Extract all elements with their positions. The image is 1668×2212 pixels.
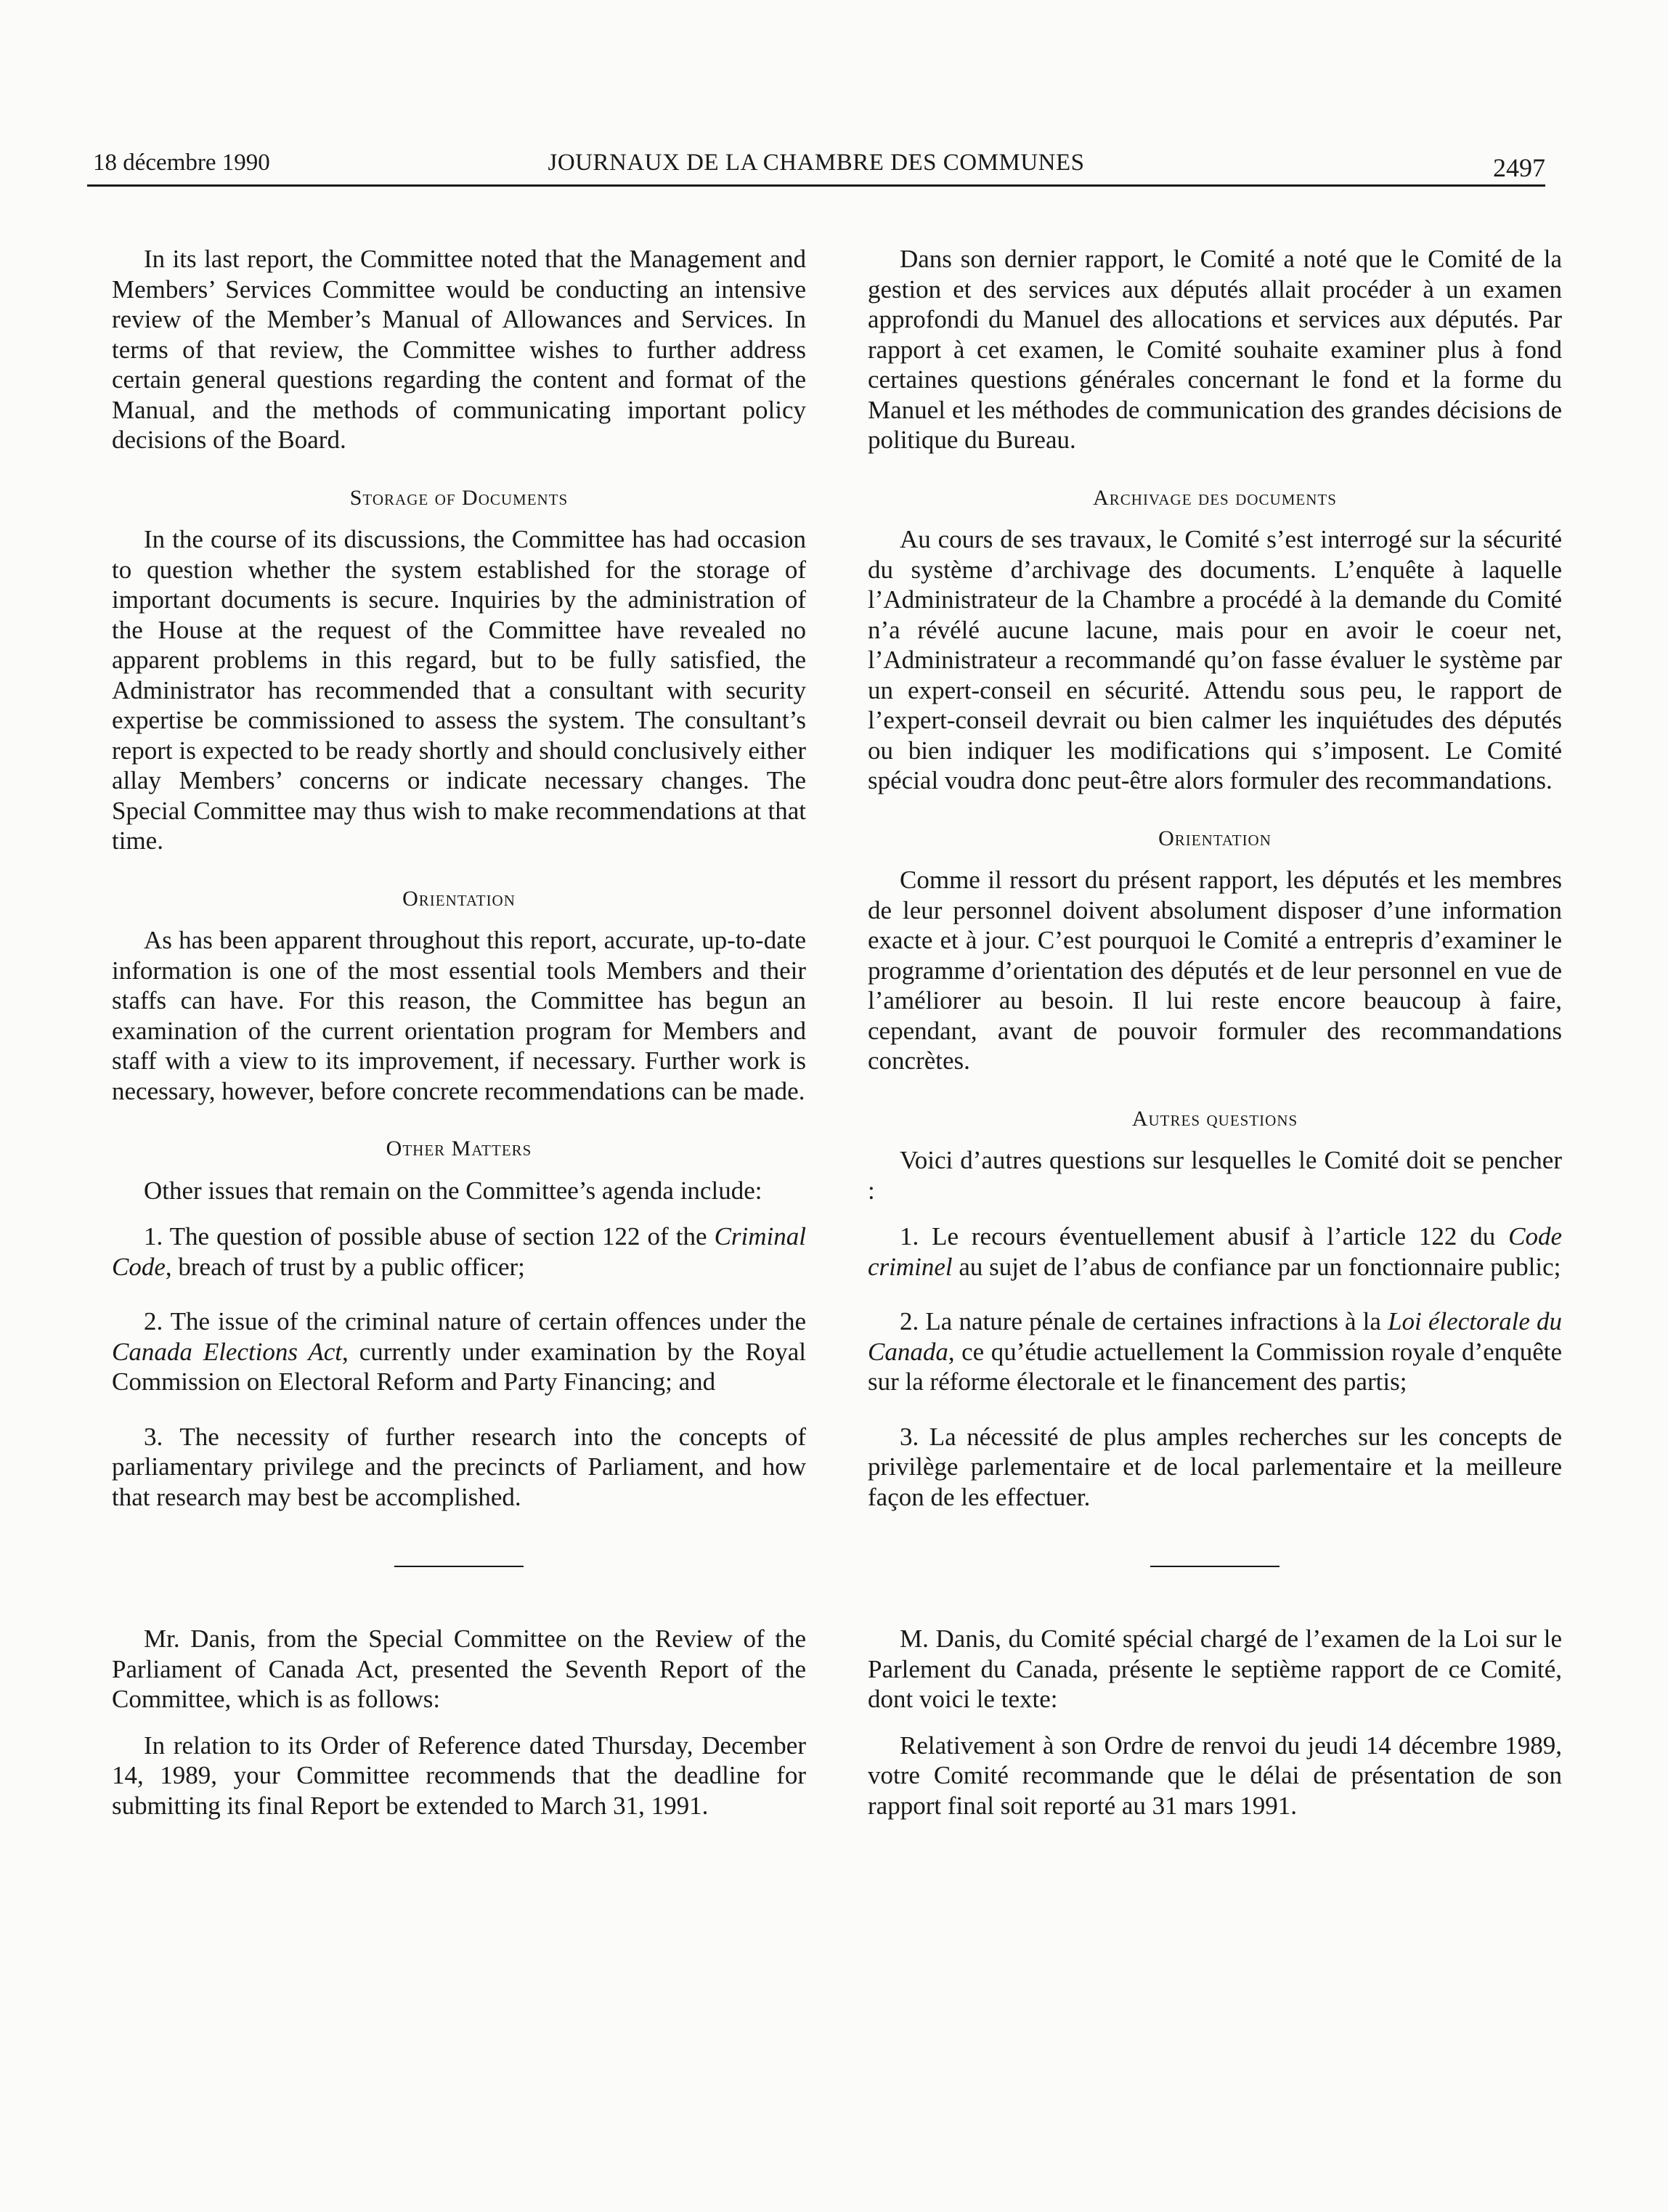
page-header <box>87 150 1545 184</box>
header-date: 18 décembre 1990 <box>93 150 270 176</box>
list-item: 3. The necessity of further research into the concepts of parliamentary privilege and the precincts of Parliament, and how that research may best be accomplished. <box>112 1422 806 1511</box>
separator-rule <box>394 1566 524 1567</box>
section-heading-storage: Storage of Documents <box>349 485 569 510</box>
danis-paragraph: Mr. Danis, from the Special Committee on the Review of the Parliament of Canada Act, presented the Seventh Report of the Committee, which is as follows: <box>112 1625 806 1713</box>
final-paragraph: In relation to its Order of Reference dated Thursday, December 14, 1989, your Committee recommends that the deadline for submitting its final Report be extended to March 31, 1991. <box>112 1731 806 1820</box>
orientation-paragraph: As has been apparent throughout this report, accurate, up-to-date information is one of the most essential tools Members and their staffs can have. For this reason, the Committee has begun an examination of the current orientation program for Members and staff with a view to its improvement, if necessary. Further work is necessary, however, before concrete recommendations can be made. <box>112 926 806 1105</box>
section-heading-orientation: Orientation <box>1158 826 1272 850</box>
orientation-paragraph: Comme il ressort du présent rapport, les députés et les membres de leur personnel doivent absolument disposer d’une information exacte et à jour. C’est pourquoi le Comité a entrepris d’examiner le programme d’orientation des députés et de leur personnel en vue de l’améliorer au besoin. Il lui reste encore beaucoup à faire, cependant, avant de pouvoir formuler des recommandations concrètes. <box>868 866 1562 1075</box>
header-title: JOURNAUX DE LA CHAMBRE DES COMMUNES <box>548 150 1085 176</box>
french-column <box>868 244 1562 1837</box>
section-heading-orientation: Orientation <box>402 886 516 911</box>
list-item: 1. Le recours éventuellement abusif à l’article 122 du Code criminel au sujet de l’abus de confiance par un fonctionnaire public; <box>868 1222 1562 1281</box>
section-heading-other: Other Matters <box>386 1137 532 1160</box>
list-item: 3. La nécessité de plus amples recherches sur les concepts de privilège parlementaire et de local parlementaire et la meilleure façon de les effectuer. <box>868 1422 1562 1511</box>
storage-paragraph: In the course of its discussions, the Committee has had occasion to question whether the system established for the storage of important documents is secure. Inquiries by the administration of the House at the request of the Committee have revealed no apparent problems in this regard, but to be fully satisfied, the Administrator has recommended that a consultant with security expertise be commissioned to assess the system. The consultant’s report is expected to be ready shortly and should conclusively either allay Members’ concerns or indicate necessary changes. The Special Committee may thus wish to make recommendations at that time. <box>112 525 806 855</box>
english-column <box>112 244 806 1837</box>
other-intro: Voici d’autres questions sur lesquelles le Comité doit se pencher : <box>868 1146 1562 1205</box>
separator-rule <box>1150 1566 1280 1567</box>
intro-paragraph: Dans son dernier rapport, le Comité a noté que le Comité de la gestion et des services aux députés allait procéder à un examen approfondi du Manuel des allocations et services aux députés. Par rapport à cet examen, le Comité souhaite examiner plus à fond certaines questions générales concernant le fond et la forme du Manuel et les méthodes de communication des grandes décisions de politique du Bureau. <box>868 245 1562 454</box>
section-heading-other: Autres questions <box>1131 1106 1298 1131</box>
section-heading-storage: Archivage des documents <box>1093 485 1337 510</box>
intro-paragraph: In its last report, the Committee noted that the Management and Members’ Services Committee would be conducting an intensive review of the Member’s Manual of Allowances and Services. In terms of that review, the Committee wishes to further address certain general questions regarding the content and format of the Manual, and the methods of communicating important policy decisions of the Board. <box>112 245 806 454</box>
danis-paragraph: M. Danis, du Comité spécial chargé de l’examen de la Loi sur le Parlement du Canada, présente le septième rapport de ce Comité, dont voici le texte: <box>868 1625 1562 1713</box>
list-item: 2. La nature pénale de certaines infractions à la Loi électorale du Canada, ce qu’étudie actuellement la Commission royale d’enquête sur la réforme électorale et le financement des partis; <box>868 1307 1562 1396</box>
other-intro: Other issues that remain on the Committee’s agenda include: <box>144 1176 762 1205</box>
list-item: 2. The issue of the criminal nature of certain offences under the Canada Elections Act, currently under examination by the Royal Commission on Electoral Reform and Party Financing; and <box>112 1307 807 1396</box>
header-rule <box>87 184 1545 187</box>
storage-paragraph: Au cours de ses travaux, le Comité s’est interrogé sur la sécurité du système d’archivage des documents. L’enquête à laquelle l’Administrateur de la Chambre a procédé à la demande du Comité n’a révélé aucune lacune, mais pour en avoir le coeur net, l’Administrateur a recommandé qu’on fasse évaluer le système par un expert-conseil en sécurité. Attendu sous peu, le rapport de l’expert-conseil devrait ou bien calmer les inquiétudes des députés ou bien indiquer les modifications qui s’imposent. Le Comité spécial voudra donc peut-être alors formuler des recommandations. <box>868 525 1562 794</box>
page-number: 2497 <box>1493 153 1545 182</box>
final-paragraph: Relativement à son Ordre de renvoi du jeudi 14 décembre 1989, votre Comité recommande que le délai de présentation de son rapport final soit reporté au 31 mars 1991. <box>868 1731 1562 1820</box>
list-item: 1. The question of possible abuse of section 122 of the Criminal Code, breach of trust by a public officer; <box>112 1222 806 1281</box>
